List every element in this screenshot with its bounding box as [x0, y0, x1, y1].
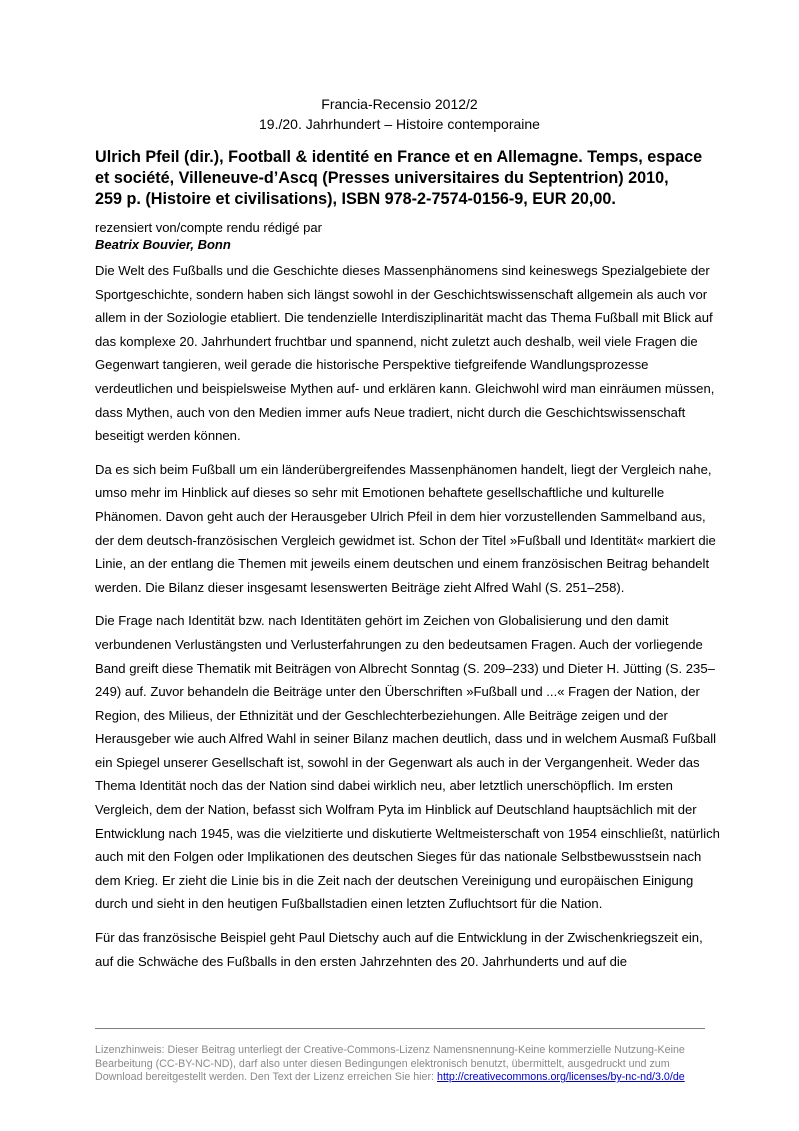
journal-section: 19./20. Jahrhundert – Histoire contemporaine [259, 116, 540, 132]
license-line-3 [95, 1071, 720, 1085]
footer-divider [95, 1028, 705, 1029]
license-link[interactable]: http://creativecommons.org/licenses/by-nc-nd/3.0/de [437, 1071, 685, 1084]
journal-header [0, 94, 799, 134]
paragraph-4: Für das französische Beispiel geht Paul Dietschy auch auf die Entwicklung in der Zwischenkriegszeit ein, auf die Schwäche des Fußballs in den ersten Jahrzehnten des 20. Jahrhunderts und auf die [95, 930, 703, 969]
license-line-2: Bearbeitung (CC-BY-NC-ND), darf also unter diesen Bedingungen elektronisch benutzt, übermittelt, ausgedruckt und zum [95, 1057, 670, 1070]
license-line-1: Lizenzhinweis: Dieser Beitrag unterliegt der Creative-Commons-Lizenz Namensnennung-Keine kommerzielle Nutzung-Keine [95, 1044, 685, 1056]
paragraph-3: Die Frage nach Identität bzw. nach Identitäten gehört im Zeichen von Globalisierung und den damit verbundenen Verlustängsten und Verlusterfahrungen zu den bedeutsamen Fragen. Auch der vorliegende Band greift diese Thematik mit Beiträgen von Albrecht Sonntag (S. 209–233) und Dieter H. Jütting (S. 235–249) auf. Zuvor behandeln die Beiträge unter den Überschriften »Fußball und ...« Fragen der Nation, der Region, des Milieus, der Ethnizität und der Geschlechterbeziehungen. Alle Beiträge zeigen und der Herausgeber wie auch Alfred Wahl in seiner Bilanz machen deutlich, dass und in welchem Ausmaß Fußball ein Spiegel unserer Gesellschaft ist, sowohl in der Gegenwart als auch in der Vergangenheit. Weder das Thema Identität noch das der Nation sind dabei wirklich neu, aber letztlich unerschöpflich. Im ersten Vergleich, dem der Nation, befasst sich Wolfram Pyta im Hinblick auf Deutschland hauptsächlich mit der Entwicklung nach 1945, was die vielzitierte und diskutierte Weltmeisterschaft von 1954 einschließt, natürlich auch mit den Folgen oder Implikationen des deutschen Sieges für das nationale Selbstbewusstsein nach dem Krieg. Er zieht die Linie bis in die Zeit nach der deutschen Vereinigung und europäischen Einigung durch und sieht in den heutigen Fußballstadien einen letzten Zufluchtsort für die Nation. [95, 613, 720, 912]
reviewer-block [95, 219, 322, 253]
paragraph-2: Da es sich beim Fußball um ein länderübergreifendes Massenphänomen handelt, liegt der Vergleich nahe, umso mehr im Hinblick auf dieses so sehr mit Emotionen behaftete gesellschaftliche und kulturelle Phänomen. Davon geht auch der Herausgeber Ulrich Pfeil in dem hier vorzustellenden Sammelband aus, der dem deutsch-französischen Vergleich gewidmet ist. Schon der Titel »Fußball und Identität« markiert die Linie, an der entlang die Themen mit jeweils einem deutschen und einem französischen Beitrag behandelt werden. Die Bilanz dieser insgesamt lesenswerten Beiträge zieht Alfred Wahl (S. 251–258). [95, 461, 716, 595]
journal-issue: Francia-Recensio 2012/2 [321, 96, 478, 112]
reviewer-label: rezensiert von/compte rendu rédigé par [95, 220, 322, 235]
title-line-2: et société, Villeneuve-d’Ascq (Presses universitaires du Septentrion) 2010, [95, 169, 669, 187]
title-line-3: 259 p. (Histoire et civilisations), ISBN 978-2-7574-0156-9, EUR 20,00. [95, 190, 616, 208]
reviewer-name: Beatrix Bouvier, Bonn [95, 237, 231, 252]
review-body [95, 259, 720, 983]
review-title [95, 147, 720, 210]
title-line-1: Ulrich Pfeil (dir.), Football & identité en France et en Allemagne. Temps, espace [95, 148, 703, 166]
paragraph-1: Die Welt des Fußballs und die Geschichte dieses Massenphänomens sind keineswegs Spezialgebiete der Sportgeschichte, sondern haben sich längst sowohl in der Geschichtswissenschaft allgemein als auch vor allem in der Soziologie etabliert. Die tendenzielle Interdisziplinarität macht das Thema Fußball mit Blick auf das komplexe 20. Jahrhundert fruchtbar und spannend, nicht zuletzt auch deshalb, weil viele Fragen die Gegenwart tangieren, weil gerade die historische Perspektive tiefgreifende Wandlungsprozesse verdeutlichen und beispielsweise Mythen auf- und erklären kann. Gleichwohl wird man einräumen müssen, dass Mythen, auch von den Medien immer aufs Neue tradiert, nicht durch die Geschichtswissenschaft beseitigt werden können. [95, 263, 715, 444]
license-footer [95, 1044, 720, 1085]
license-line-3-text: Download bereitgestellt werden. Den Text der Lizenz erreichen Sie hier: [95, 1071, 437, 1084]
